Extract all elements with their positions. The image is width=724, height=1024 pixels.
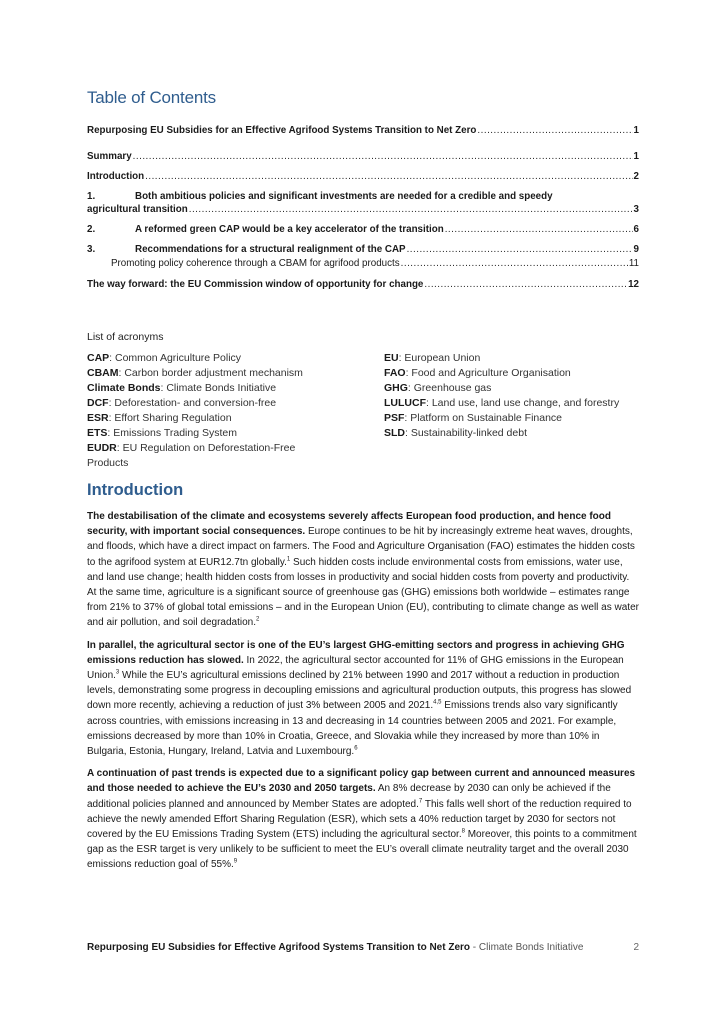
footnote-ref[interactable]: 9	[233, 859, 238, 866]
toc-entry[interactable]: Repurposing EU Subsidies for an Effective Agrifood Systems Transition to Net Zero ..... 1	[87, 125, 639, 137]
paragraph: The destabilisation of the climate and ecosystems severely affects European food production, and hence food security, with important social consequences. Europe continues to be hit by increasingly extreme heat waves, droughts, and floods, which have a direct impact on farmers. The Food and Agriculture Organisation (FAO) estimates the hidden costs to the agrifood system at EUR12.7tn globally.$^1$ Such hidden costs include environmental costs from emissions, water use, and land use change; health hidden costs from losses in productivity and social hidden costs from poverty and productivity. At the same time, agriculture is a significant source of greenhouse gas (GHG) emissions both worldwide – estimates range from 21% to 37% of global total emissions – and in the European Union (EU), contributing to climate change as well as water and air pollution, and soil degradation.$^2$	[87, 511, 639, 629]
footnote-ref[interactable]: 6	[354, 745, 358, 752]
footnote-ref[interactable]: 7	[418, 798, 423, 805]
introduction-body	[87, 509, 639, 880]
acronyms-heading: List of acronyms	[87, 331, 164, 343]
table-of-contents	[87, 125, 639, 291]
footnote-ref[interactable]: 3	[115, 669, 120, 676]
toc-entry[interactable]: Introduction ..... 2	[87, 171, 639, 183]
toc-entry[interactable]: 1. Both ambitious policies and significant investments are needed for a credible and speedy agricultural transition ..... 3	[87, 191, 639, 216]
acronym-item: PSF: Platform on Sustainable Finance	[384, 412, 563, 424]
acronym-item: CBAM: Carbon border adjustment mechanism	[87, 367, 303, 379]
footnote-ref[interactable]: 2	[256, 617, 260, 624]
acronym-item: EUDR: EU Regulation on Deforestation-Free Products	[87, 442, 296, 469]
page-number: 2	[633, 942, 639, 953]
toc-entry[interactable]: 2. A reformed green CAP would be a key accelerator of the transition ..... 6	[87, 224, 639, 236]
acronym-item: EU: European Union	[384, 352, 481, 364]
toc-entry[interactable]: The way forward: the EU Commission window of opportunity for change ..... 12	[87, 279, 639, 291]
toc-entry[interactable]: Promoting policy coherence through a CBAM for agrifood products ..... 11	[87, 258, 639, 270]
acronym-item: ETS: Emissions Trading System	[87, 427, 237, 439]
toc-entry[interactable]: 3. Recommendations for a structural realignment of the CAP ..... 9	[87, 244, 639, 256]
acronyms-left-column	[87, 351, 317, 471]
acronym-item: LULUCF: Land use, land use change, and forestry	[384, 397, 620, 409]
page-footer	[87, 942, 639, 953]
acronym-item: GHG: Greenhouse gas	[384, 382, 492, 394]
acronyms-right-column	[384, 351, 644, 441]
acronym-item: SLD: Sustainability-linked debt	[384, 427, 527, 439]
toc-entry[interactable]: Summary ..... 1	[87, 151, 639, 163]
introduction-heading: Introduction	[87, 481, 184, 499]
toc-heading: Table of Contents	[87, 88, 216, 107]
footnote-ref[interactable]: 8	[461, 828, 465, 835]
paragraph: In parallel, the agricultural sector is one of the EU’s largest GHG-emitting sectors and progress in achieving GHG emissions reduction has slowed. In 2022, the agricultural sector accounted for 11% of GHG emissions in the European Union.$^3$ While the EU’s agricultural emissions declined by 21% between 1990 and 2017 without a reduction in production levels, demonstrating some progress in decoupling emissions and agricultural production outputs, this progress has slowed down more recently, achieving a reduction of just 3% between 2005 and 2021.$^{4,5}$ Emissions trends also vary significantly across countries, with emissions increasing in 13 and decreasing in 14 countries between 2005 and 2021. For example, emissions decreased by more than 10% in Croatia, Greece, and Slovakia while they increased by more than 10% in Bulgaria, Estonia, Hungary, Ireland, Latvia and Luxembourg.$^6$	[87, 639, 632, 758]
acronym-item: FAO: Food and Agriculture Organisation	[384, 367, 571, 379]
acronym-item: CAP: Common Agriculture Policy	[87, 352, 242, 364]
paragraph: A continuation of past trends is expected due to a significant policy gap between current and announced measures and those needed to achieve the EU’s 2030 and 2050 targets. An 8% decrease by 2030 can only be achieved if the additional policies planned and announced by Member States are adopted.$^7$ This falls well short of the reduction required to achieve the newly amended Effort Sharing Regulation (ESR), which sets a 40% reduction target by 2030 for sectors not covered by the EU Emissions Trading System (ETS) including the agricultural sector.$^8$ Moreover, this points to a commitment gap as the ESR target is very unlikely to be sufficient to meet the EU’s overall climate neutrality target and the overall 2030 emissions reduction goal of 55%.$^9$	[87, 768, 637, 871]
footer-title: Repurposing EU Subsidies for Effective Agrifood Systems Transition to Net Zero - Climate Bonds Initiative	[87, 942, 584, 953]
footnote-ref[interactable]: 4,5	[433, 700, 442, 707]
acronym-item: Climate Bonds: Climate Bonds Initiative	[87, 382, 277, 394]
acronym-item: ESR: Effort Sharing Regulation	[87, 412, 232, 424]
footnote-ref[interactable]: 1	[286, 556, 291, 563]
acronym-item: DCF: Deforestation- and conversion-free	[87, 397, 277, 409]
